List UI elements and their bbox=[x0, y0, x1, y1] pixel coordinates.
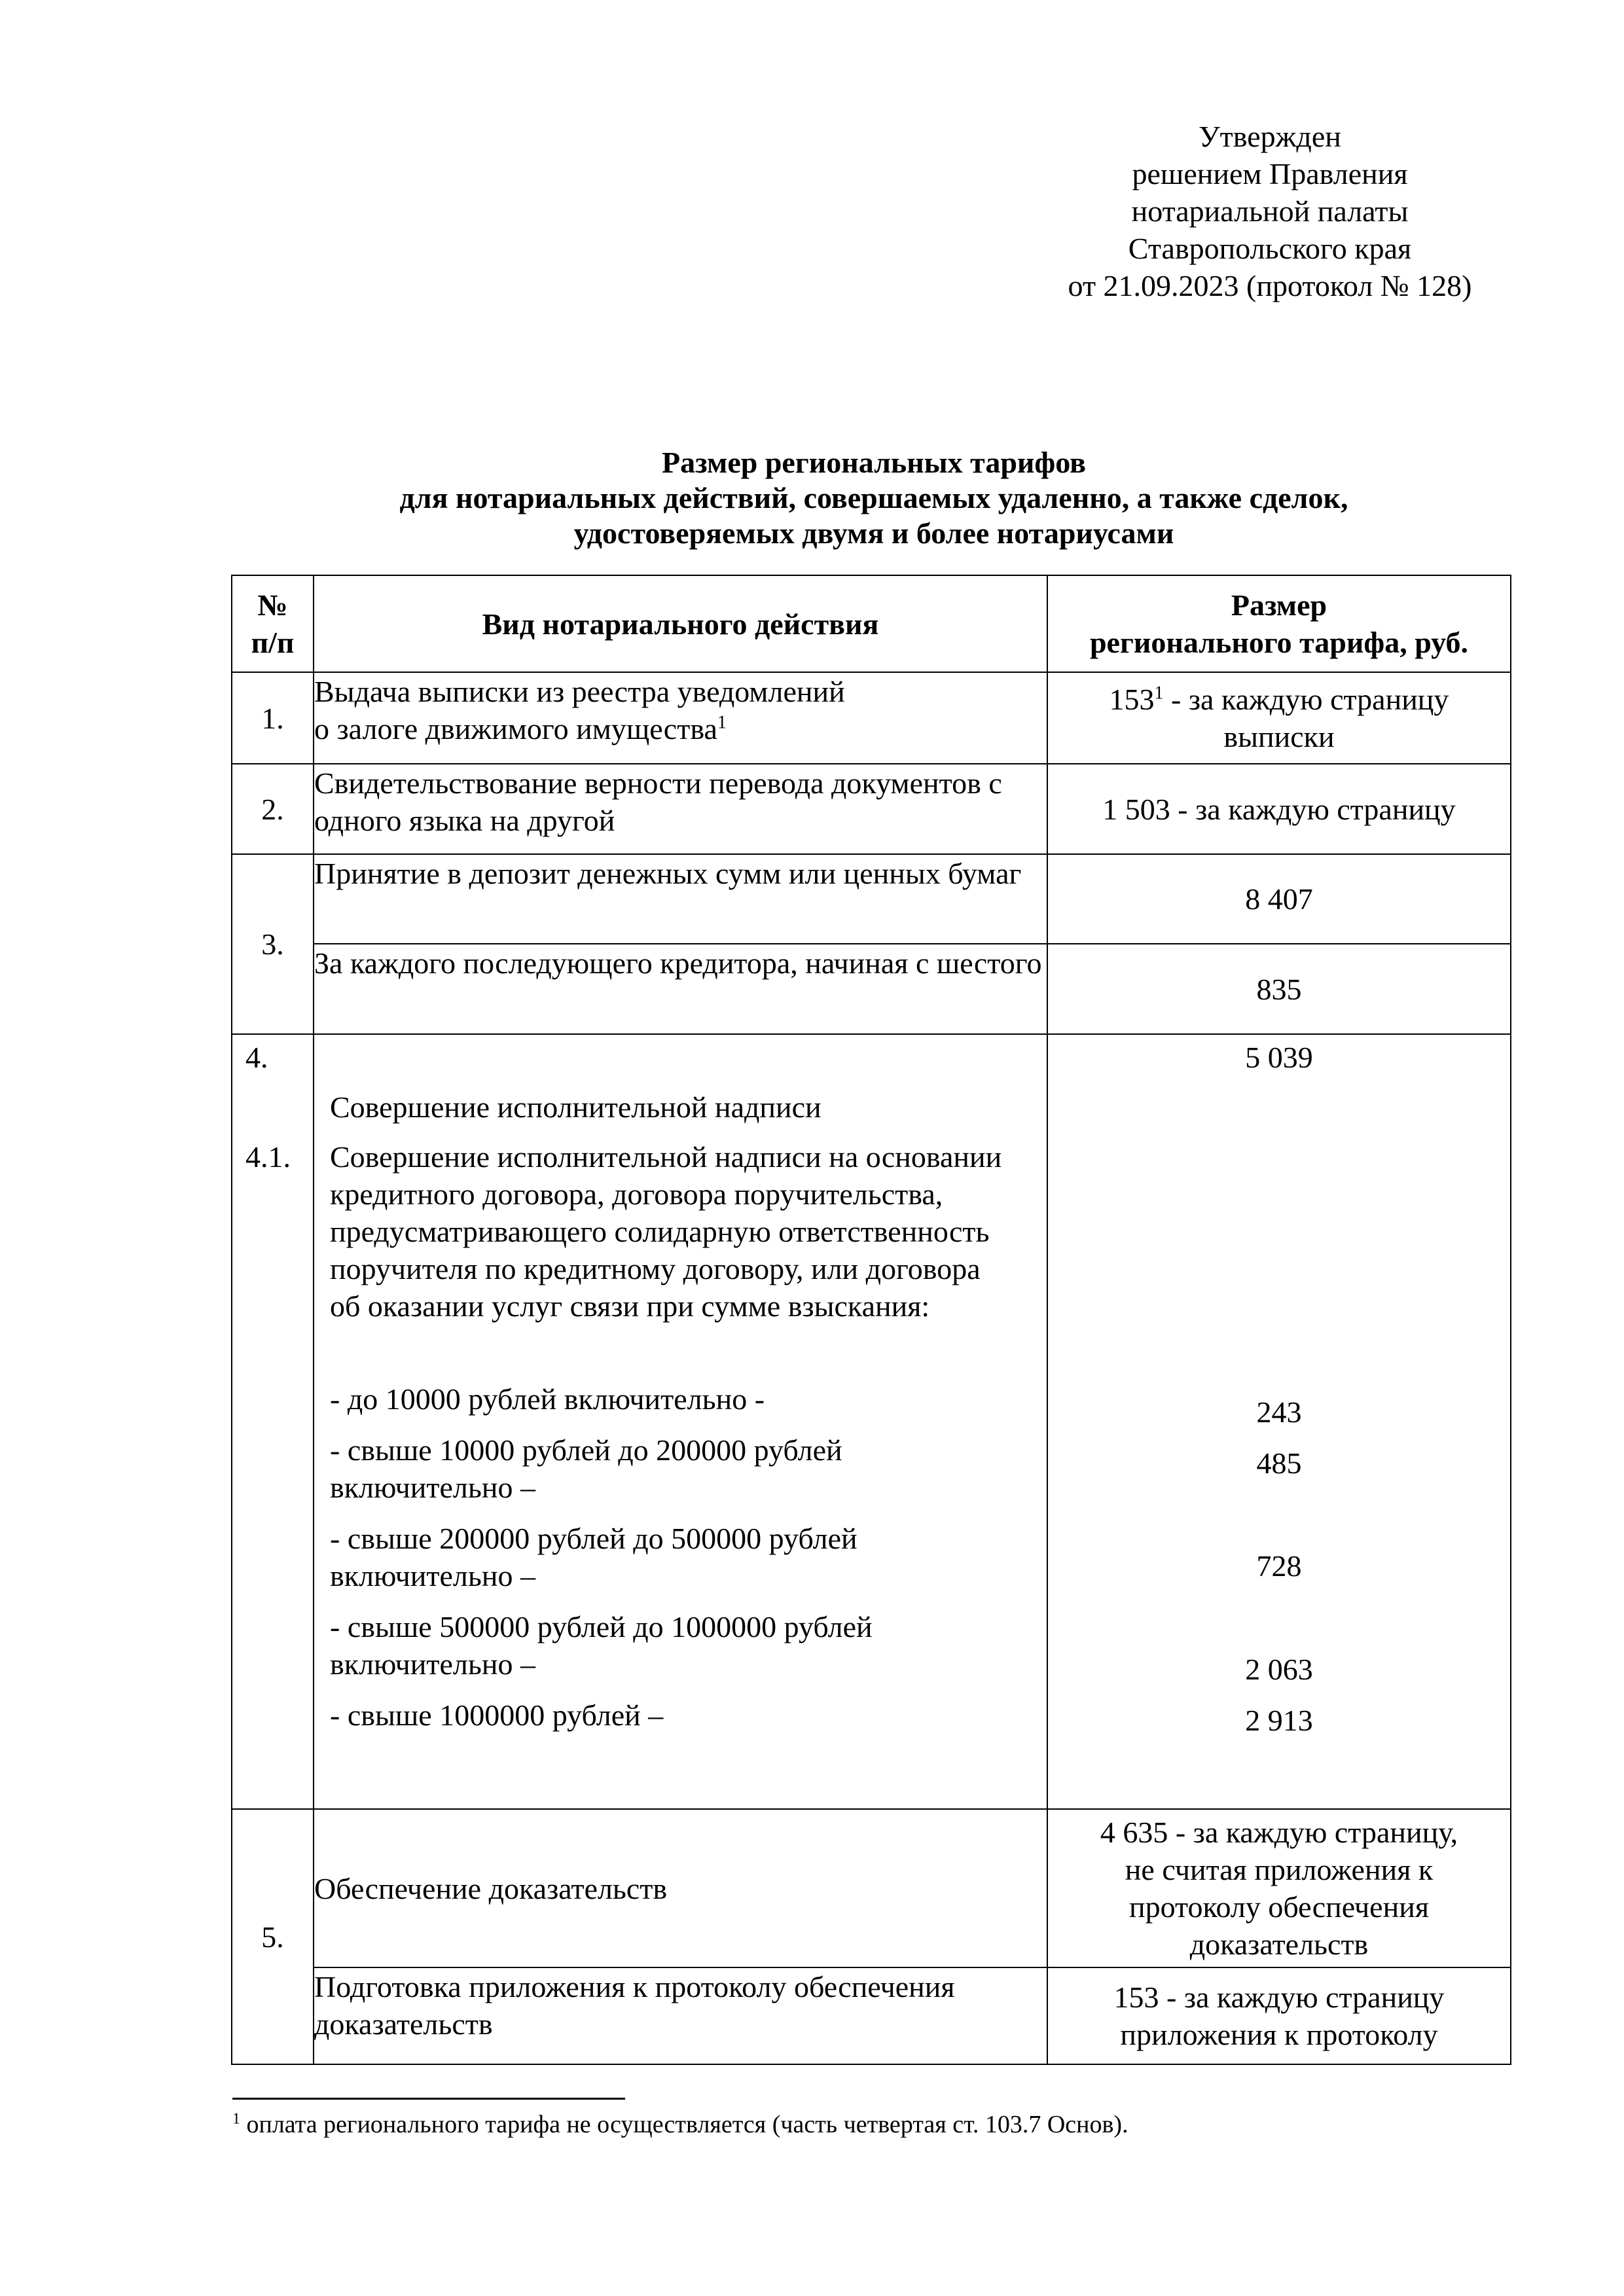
row-4-item-3-label bbox=[330, 1520, 857, 1594]
row-4-item-2-label-line-2: включительно – bbox=[330, 1471, 535, 1504]
row-3a-tariff: 8 407 bbox=[1047, 854, 1511, 944]
row-1-tariff-rest: - за каждую страницу bbox=[1163, 683, 1449, 716]
approval-line-4: Ставропольского края bbox=[1128, 232, 1412, 265]
row-3b-action: За каждого последующего кредитора, начиная с шестого bbox=[314, 944, 1047, 1034]
row-4-item-3-label-line-1: - свыше 200000 рублей до 500000 рублей bbox=[330, 1522, 857, 1555]
approval-line-3: нотариальной палаты bbox=[1131, 194, 1409, 228]
row-4-1-action: Совершение исполнительной надписи на основании кредитного договора, договора поручительства, предусматривающего солидарную ответственность поручителя по кредитному договору, или договора об оказании услуг связи при сумме взыскания: bbox=[330, 1140, 1002, 1323]
row-5b-action: Подготовка приложения к протоколу обеспечения доказательств bbox=[314, 1967, 1047, 2064]
approval-line-1: Утвержден bbox=[1199, 120, 1341, 153]
header-action: Вид нотариального действия bbox=[314, 575, 1047, 672]
table-row-3a bbox=[232, 854, 1511, 944]
row-4-item-2-label bbox=[330, 1431, 842, 1506]
row-1-action bbox=[314, 672, 1047, 764]
row-4-item-4-label-line-1: - свыше 500000 рублей до 1000000 рублей bbox=[330, 1610, 873, 1643]
row-5a-tariff-line-1: 4 635 - за каждую страницу, bbox=[1100, 1816, 1458, 1849]
row-4-action-cell bbox=[314, 1034, 1047, 1809]
row-5b-tariff bbox=[1047, 1967, 1511, 2064]
row-5b-tariff-line-1: 153 - за каждую страницу bbox=[1113, 1981, 1445, 2014]
row-5a-action: Обеспечение доказательств bbox=[314, 1809, 1047, 1967]
table-header-row bbox=[232, 575, 1511, 672]
row-5a-tariff bbox=[1047, 1809, 1511, 1967]
table-row-4 bbox=[232, 1034, 1511, 1809]
row-1-action-line-2 bbox=[314, 710, 1047, 747]
tariffs-table bbox=[231, 575, 1511, 2065]
footnote-mark: 1 bbox=[232, 2110, 240, 2128]
row-4-item-3-value: 728 bbox=[1256, 1549, 1302, 1583]
row-2-number: 2. bbox=[232, 764, 314, 854]
row-2-action: Свидетельствование верности перевода документов с одного языка на другой bbox=[314, 764, 1047, 854]
table-row-1 bbox=[232, 672, 1511, 764]
title-line-2: для нотариальных действий, совершаемых удаленно, а также сделок, bbox=[399, 481, 1348, 514]
header-tariff-line-1: Размер bbox=[1231, 588, 1327, 622]
row-4-1-number: 4.1. bbox=[245, 1140, 291, 1174]
row-5b-tariff-line-2: приложения к протоколу bbox=[1120, 2018, 1438, 2051]
row-4-item-3-label-line-2: включительно – bbox=[330, 1559, 535, 1592]
approval-block bbox=[943, 118, 1597, 304]
footnote-mark: 1 bbox=[1154, 683, 1164, 704]
row-3b-tariff: 835 bbox=[1047, 944, 1511, 1034]
row-4-item-2-value: 485 bbox=[1256, 1446, 1302, 1480]
header-number-line-1: № bbox=[257, 588, 288, 622]
header-tariff bbox=[1047, 575, 1511, 672]
approval-line-2: решением Правления bbox=[1132, 157, 1408, 190]
row-4-number: 4. bbox=[245, 1041, 268, 1074]
row-4-item-4-label bbox=[330, 1608, 873, 1683]
row-4-item-2-label-line-1: - свыше 10000 рублей до 200000 рублей bbox=[330, 1433, 842, 1467]
row-1-tariff-line-1 bbox=[1048, 681, 1510, 718]
row-4-tariff-cell bbox=[1047, 1034, 1511, 1809]
row-1-tariff-line-2: выписки bbox=[1223, 720, 1335, 753]
row-4-item-5-value: 2 913 bbox=[1245, 1704, 1313, 1737]
row-1-action-line-1: Выдача выписки из реестра уведомлений bbox=[314, 675, 845, 708]
footnote-separator bbox=[232, 2098, 625, 2100]
row-4-number-cell bbox=[232, 1034, 314, 1809]
footnote-text: оплата регионального тарифа не осуществляется (часть четвертая ст. 103.7 Основ). bbox=[240, 2111, 1128, 2138]
row-4-item-5-label: - свыше 1000000 рублей – bbox=[330, 1698, 664, 1732]
title-line-1: Размер региональных тарифов bbox=[662, 446, 1086, 479]
row-3a-action: Принятие в депозит денежных сумм или ценных бумаг bbox=[314, 854, 1047, 944]
row-5a-tariff-line-4: доказательств bbox=[1189, 1928, 1369, 1961]
row-5a-tariff-line-2: не считая приложения к bbox=[1125, 1853, 1434, 1886]
header-tariff-line-2: регионального тарифа, руб. bbox=[1089, 626, 1469, 659]
row-1-action-line-2-text: о залоге движимого имущества bbox=[314, 712, 717, 745]
table-row-5a bbox=[232, 1809, 1511, 1967]
table-row-5b bbox=[232, 1967, 1511, 2064]
approval-line-5: от 21.09.2023 (протокол № 128) bbox=[1068, 269, 1472, 302]
row-4-action: Совершение исполнительной надписи bbox=[330, 1090, 821, 1124]
row-4-item-4-value: 2 063 bbox=[1245, 1653, 1313, 1686]
row-5a-tariff-line-3: протоколу обеспечения bbox=[1129, 1890, 1429, 1924]
row-1-number: 1. bbox=[232, 672, 314, 764]
row-4-tariff: 5 039 bbox=[1245, 1041, 1313, 1074]
row-1-tariff bbox=[1047, 672, 1511, 764]
row-4-item-4-label-line-2: включительно – bbox=[330, 1647, 535, 1681]
header-number bbox=[232, 575, 314, 672]
row-5-number: 5. bbox=[232, 1809, 314, 2064]
header-number-line-2: п/п bbox=[251, 626, 295, 659]
row-1-tariff-value: 153 bbox=[1109, 683, 1155, 716]
table-row-2 bbox=[232, 764, 1511, 854]
footnote bbox=[232, 2109, 1128, 2140]
row-4-item-1-value: 243 bbox=[1256, 1395, 1302, 1429]
row-3-number: 3. bbox=[232, 854, 314, 1034]
footnote-mark: 1 bbox=[717, 712, 727, 733]
row-2-tariff: 1 503 - за каждую страницу bbox=[1047, 764, 1511, 854]
table-row-3b bbox=[232, 944, 1511, 1034]
title-line-3: удостоверяемых двумя и более нотариусами bbox=[573, 516, 1174, 550]
row-4-item-1-label: - до 10000 рублей включительно - bbox=[330, 1382, 765, 1416]
document-title bbox=[223, 445, 1525, 551]
